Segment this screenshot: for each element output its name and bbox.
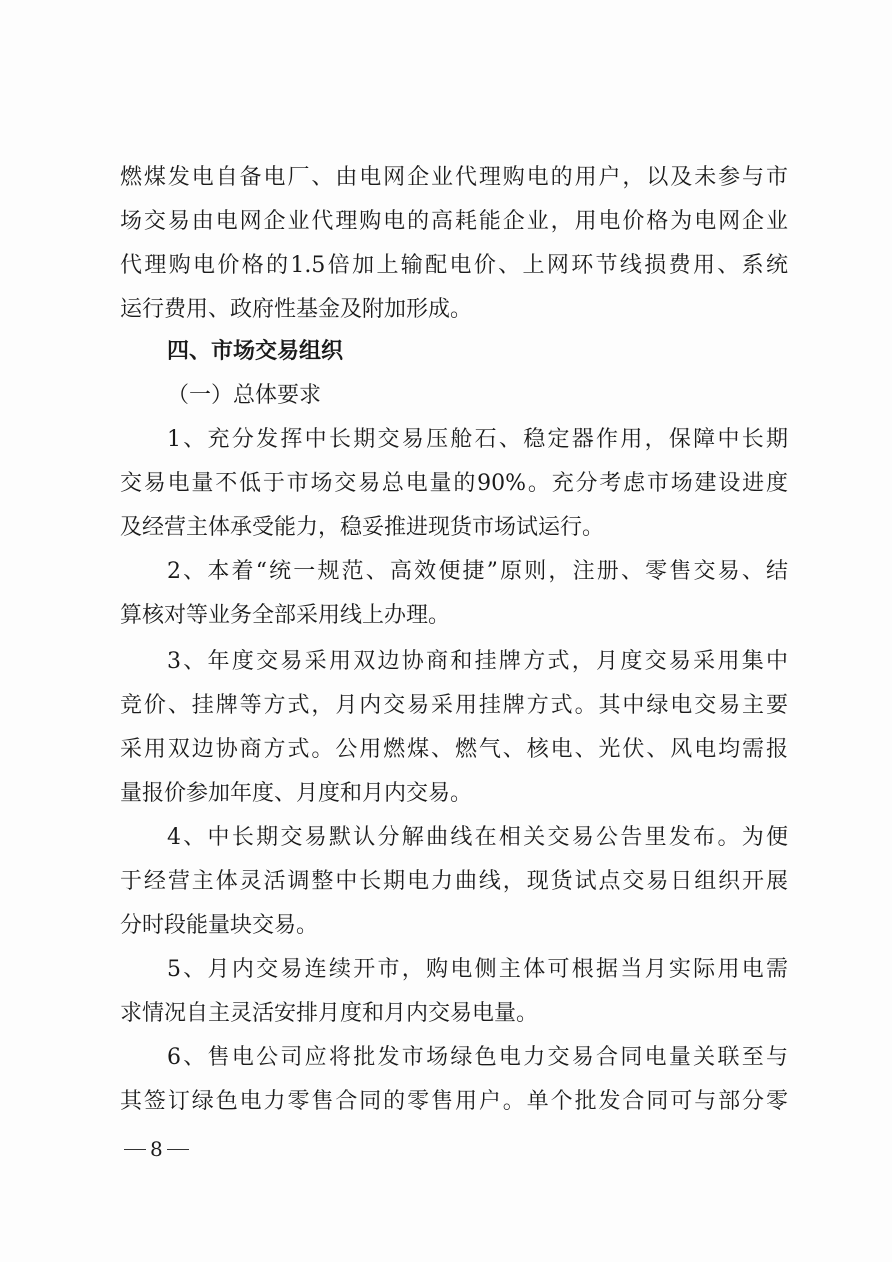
page-number: 8 (150, 1137, 163, 1161)
body-line: 量报价参加年度、月度和月内交易。 (120, 781, 473, 806)
body-line: 场交易由电网企业代理购电的高耗能企业，用电价格为电网企业 (120, 209, 788, 234)
subsection-heading: （一）总体要求 (167, 383, 322, 408)
page-footer (120, 1134, 193, 1164)
paragraph-first-line: 6、售电公司应将批发市场绿色电力交易合同电量关联至与 (167, 1045, 788, 1070)
footer-dash-right (167, 1149, 189, 1150)
body-line: 燃煤发电自备电厂、由电网企业代理购电的用户，以及未参与市 (120, 165, 788, 190)
body-line: 交易电量不低于市场交易总电量的90%。充分考虑市场建设进度 (120, 471, 788, 496)
body-line: 采用双边协商方式。公用燃煤、燃气、核电、光伏、风电均需报 (120, 737, 788, 762)
body-line: 竞价、挂牌等方式，月内交易采用挂牌方式。其中绿电交易主要 (120, 693, 788, 718)
body-line: 算核对等业务全部采用线上办理。 (120, 603, 451, 628)
paragraph-first-line: 1、充分发挥中长期交易压舱石、稳定器作用，保障中长期 (167, 427, 788, 452)
paragraph-first-line: 5、月内交易连续开市，购电侧主体可根据当月实际用电需 (167, 957, 788, 982)
paragraph-first-line: 2、本着“统一规范、高效便捷”原则，注册、零售交易、结 (167, 559, 788, 584)
body-line: 运行费用、政府性基金及附加形成。 (120, 297, 473, 322)
paragraph-first-line: 4、中长期交易默认分解曲线在相关交易公告里发布。为便 (167, 825, 788, 850)
body-line: 分时段能量块交易。 (120, 913, 319, 938)
body-line: 代理购电价格的1.5倍加上输配电价、上网环节线损费用、系统 (120, 253, 788, 278)
body-line: 其签订绿色电力零售合同的零售用户。单个批发合同可与部分零 (120, 1089, 788, 1114)
section-heading: 四、市场交易组织 (167, 339, 344, 364)
footer-dash-left (124, 1149, 146, 1150)
body-line: 于经营主体灵活调整中长期电力曲线，现货试点交易日组织开展 (120, 869, 788, 894)
body-line: 求情况自主灵活安排月度和月内交易电量。 (120, 1001, 539, 1026)
paragraph-first-line: 3、年度交易采用双边协商和挂牌方式，月度交易采用集中 (167, 649, 788, 674)
body-line: 及经营主体承受能力，稳妥推进现货市场试运行。 (120, 515, 605, 540)
